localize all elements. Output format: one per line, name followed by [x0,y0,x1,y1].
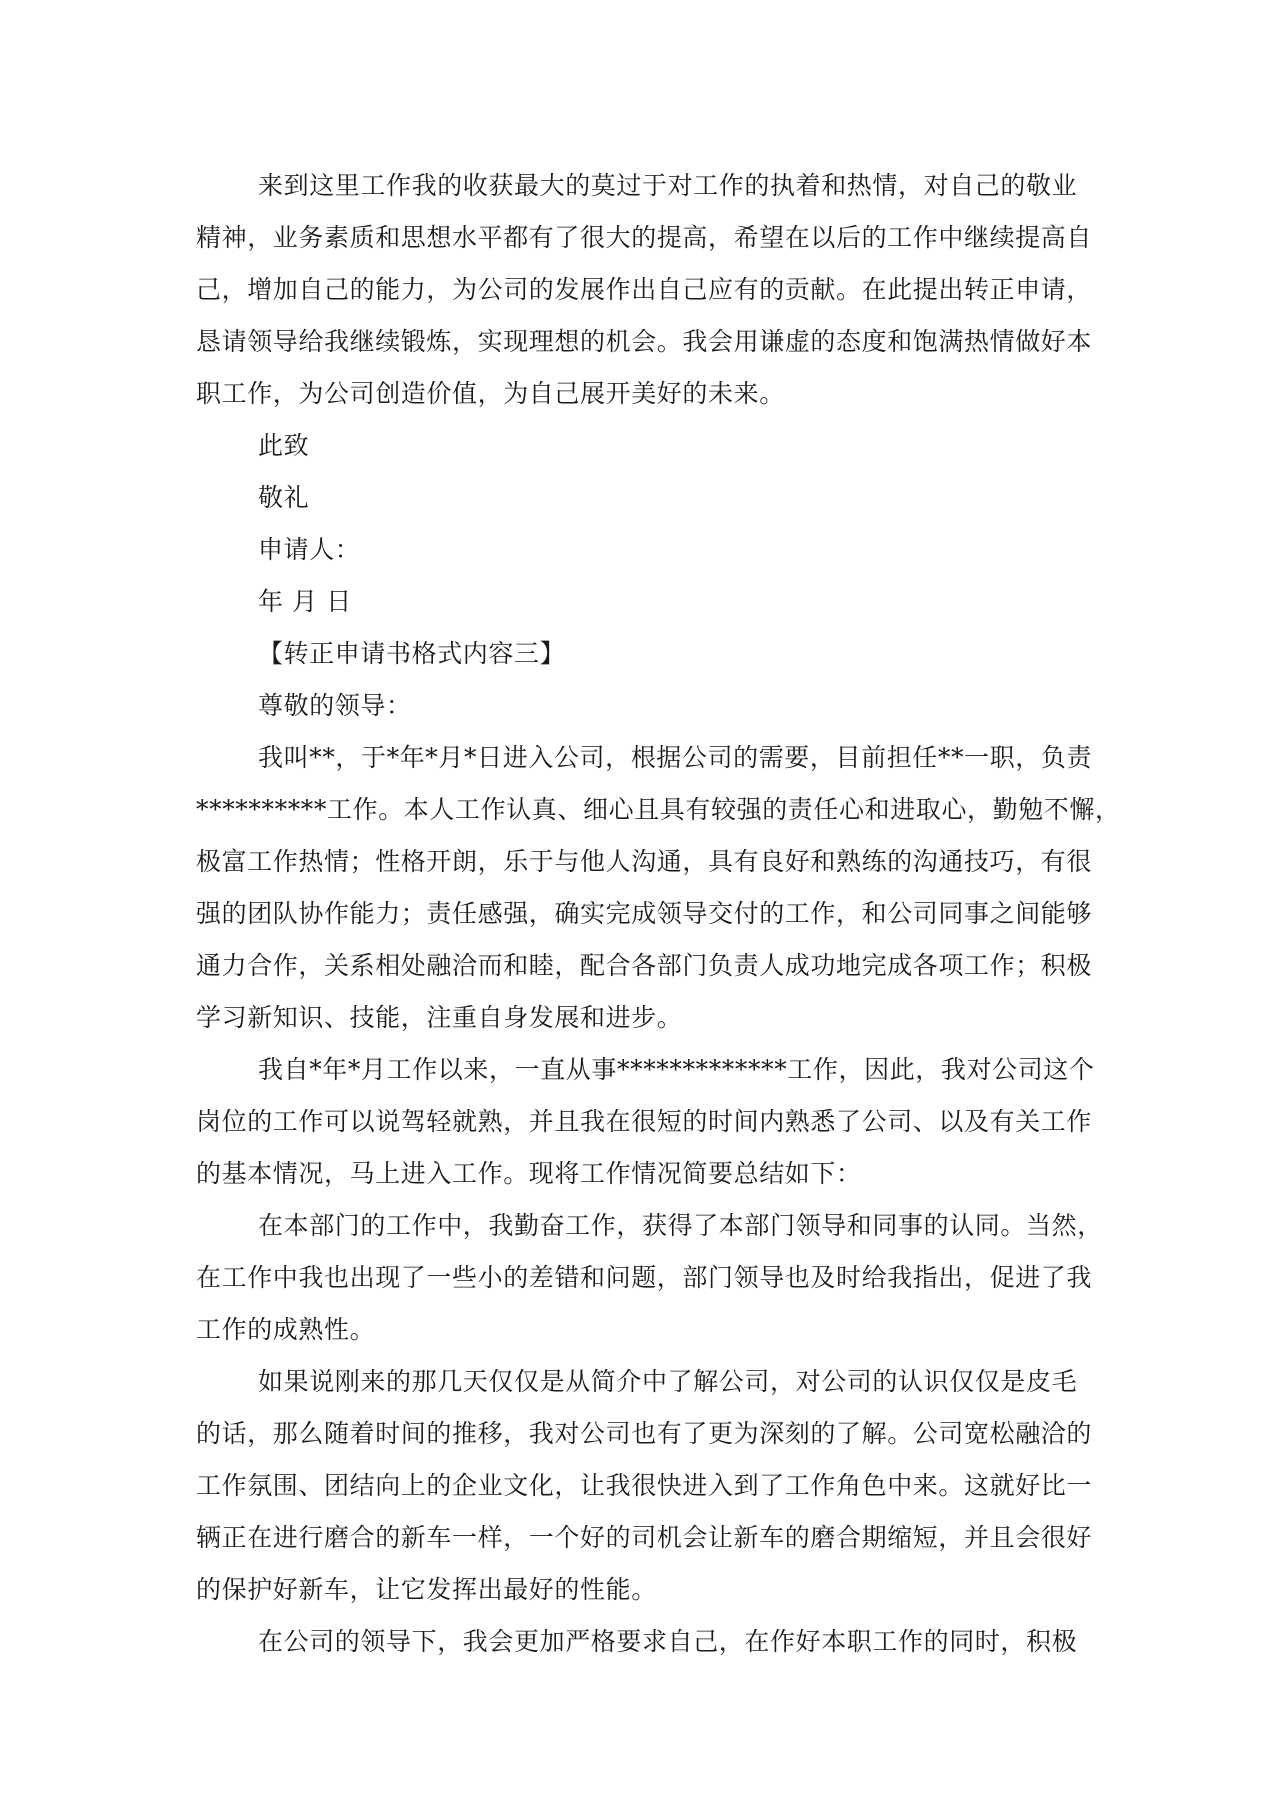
paragraph-line: 我叫**，于*年*月*日进入公司，根据公司的需要，目前担任**一职，负责 [258,743,1093,772]
paragraph-line: 的话，那么随着时间的推移，我对公司也有了更为深刻的了解。公司宽松融洽的 [196,1419,1093,1448]
paragraph-line: 岗位的工作可以说驾轻就熟，并且我在很短的时间内熟悉了公司、以及有关工作 [196,1107,1093,1136]
paragraph-line: 在本部门的工作中，我勤奋工作，获得了本部门领导和同事的认同。当然， [258,1211,1103,1240]
date-line: 年 月 日 [258,587,352,616]
closing-line: 敬礼 [258,483,310,512]
paragraph-line: 工作的成熟性。 [196,1315,376,1344]
paragraph-line: 来到这里工作我的收获最大的莫过于对工作的执着和热情，对自己的敬业 [258,171,1078,200]
paragraph-line: **********工作。本人工作认真、细心且具有较强的责任心和进取心，勤勉不懈， [196,795,1121,824]
paragraph-line: 在公司的领导下，我会更加严格要求自己，在作好本职工作的同时，积极 [258,1627,1078,1656]
signature-line: 申请人： [258,535,361,564]
paragraph-line: 通力合作，关系相处融洽而和睦，配合各部门负责人成功地完成各项工作；积极 [196,951,1093,980]
paragraph-line: 的基本情况，马上进入工作。现将工作情况简要总结如下： [196,1159,862,1188]
paragraph-line: 工作氛围、团结向上的企业文化，让我很快进入到了工作角色中来。这就好比一 [196,1471,1093,1500]
salutation: 尊敬的领导： [258,691,412,720]
paragraph-line: 职工作，为公司创造价值，为自己展开美好的未来。 [196,379,785,408]
paragraph-line: 己，增加自己的能力，为公司的发展作出自己应有的贡献。在此提出转正申请， [196,275,1093,304]
paragraph-line: 辆正在进行磨合的新车一样，一个好的司机会让新车的磨合期缩短，并且会很好 [196,1523,1093,1552]
paragraph-line: 极富工作热情；性格开朗，乐于与他人沟通，具有良好和熟练的沟通技巧，有很 [196,847,1093,876]
paragraph-line: 恳请领导给我继续锻炼，实现理想的机会。我会用谦虚的态度和饱满热情做好本 [196,327,1093,356]
closing-line: 此致 [258,431,310,460]
paragraph-line: 强的团队协作能力；责任感强，确实完成领导交付的工作，和公司同事之间能够 [196,899,1093,928]
paragraph-line: 在工作中我也出现了一些小的差错和问题，部门领导也及时给我指出，促进了我 [196,1263,1093,1292]
paragraph-line: 的保护好新车，让它发挥出最好的性能。 [196,1575,657,1604]
paragraph-line: 学习新知识、技能，注重自身发展和进步。 [196,1003,683,1032]
paragraph-line: 如果说刚来的那几天仅仅是从简介中了解公司，对公司的认识仅仅是皮毛 [258,1367,1078,1396]
paragraph-line: 我自*年*月工作以来，一直从事*************工作，因此，我对公司这个 [258,1055,1095,1084]
section-heading: 【转正申请书格式内容三】 [258,639,566,668]
paragraph-line: 精神，业务素质和思想水平都有了很大的提高，希望在以后的工作中继续提高自 [196,223,1093,252]
